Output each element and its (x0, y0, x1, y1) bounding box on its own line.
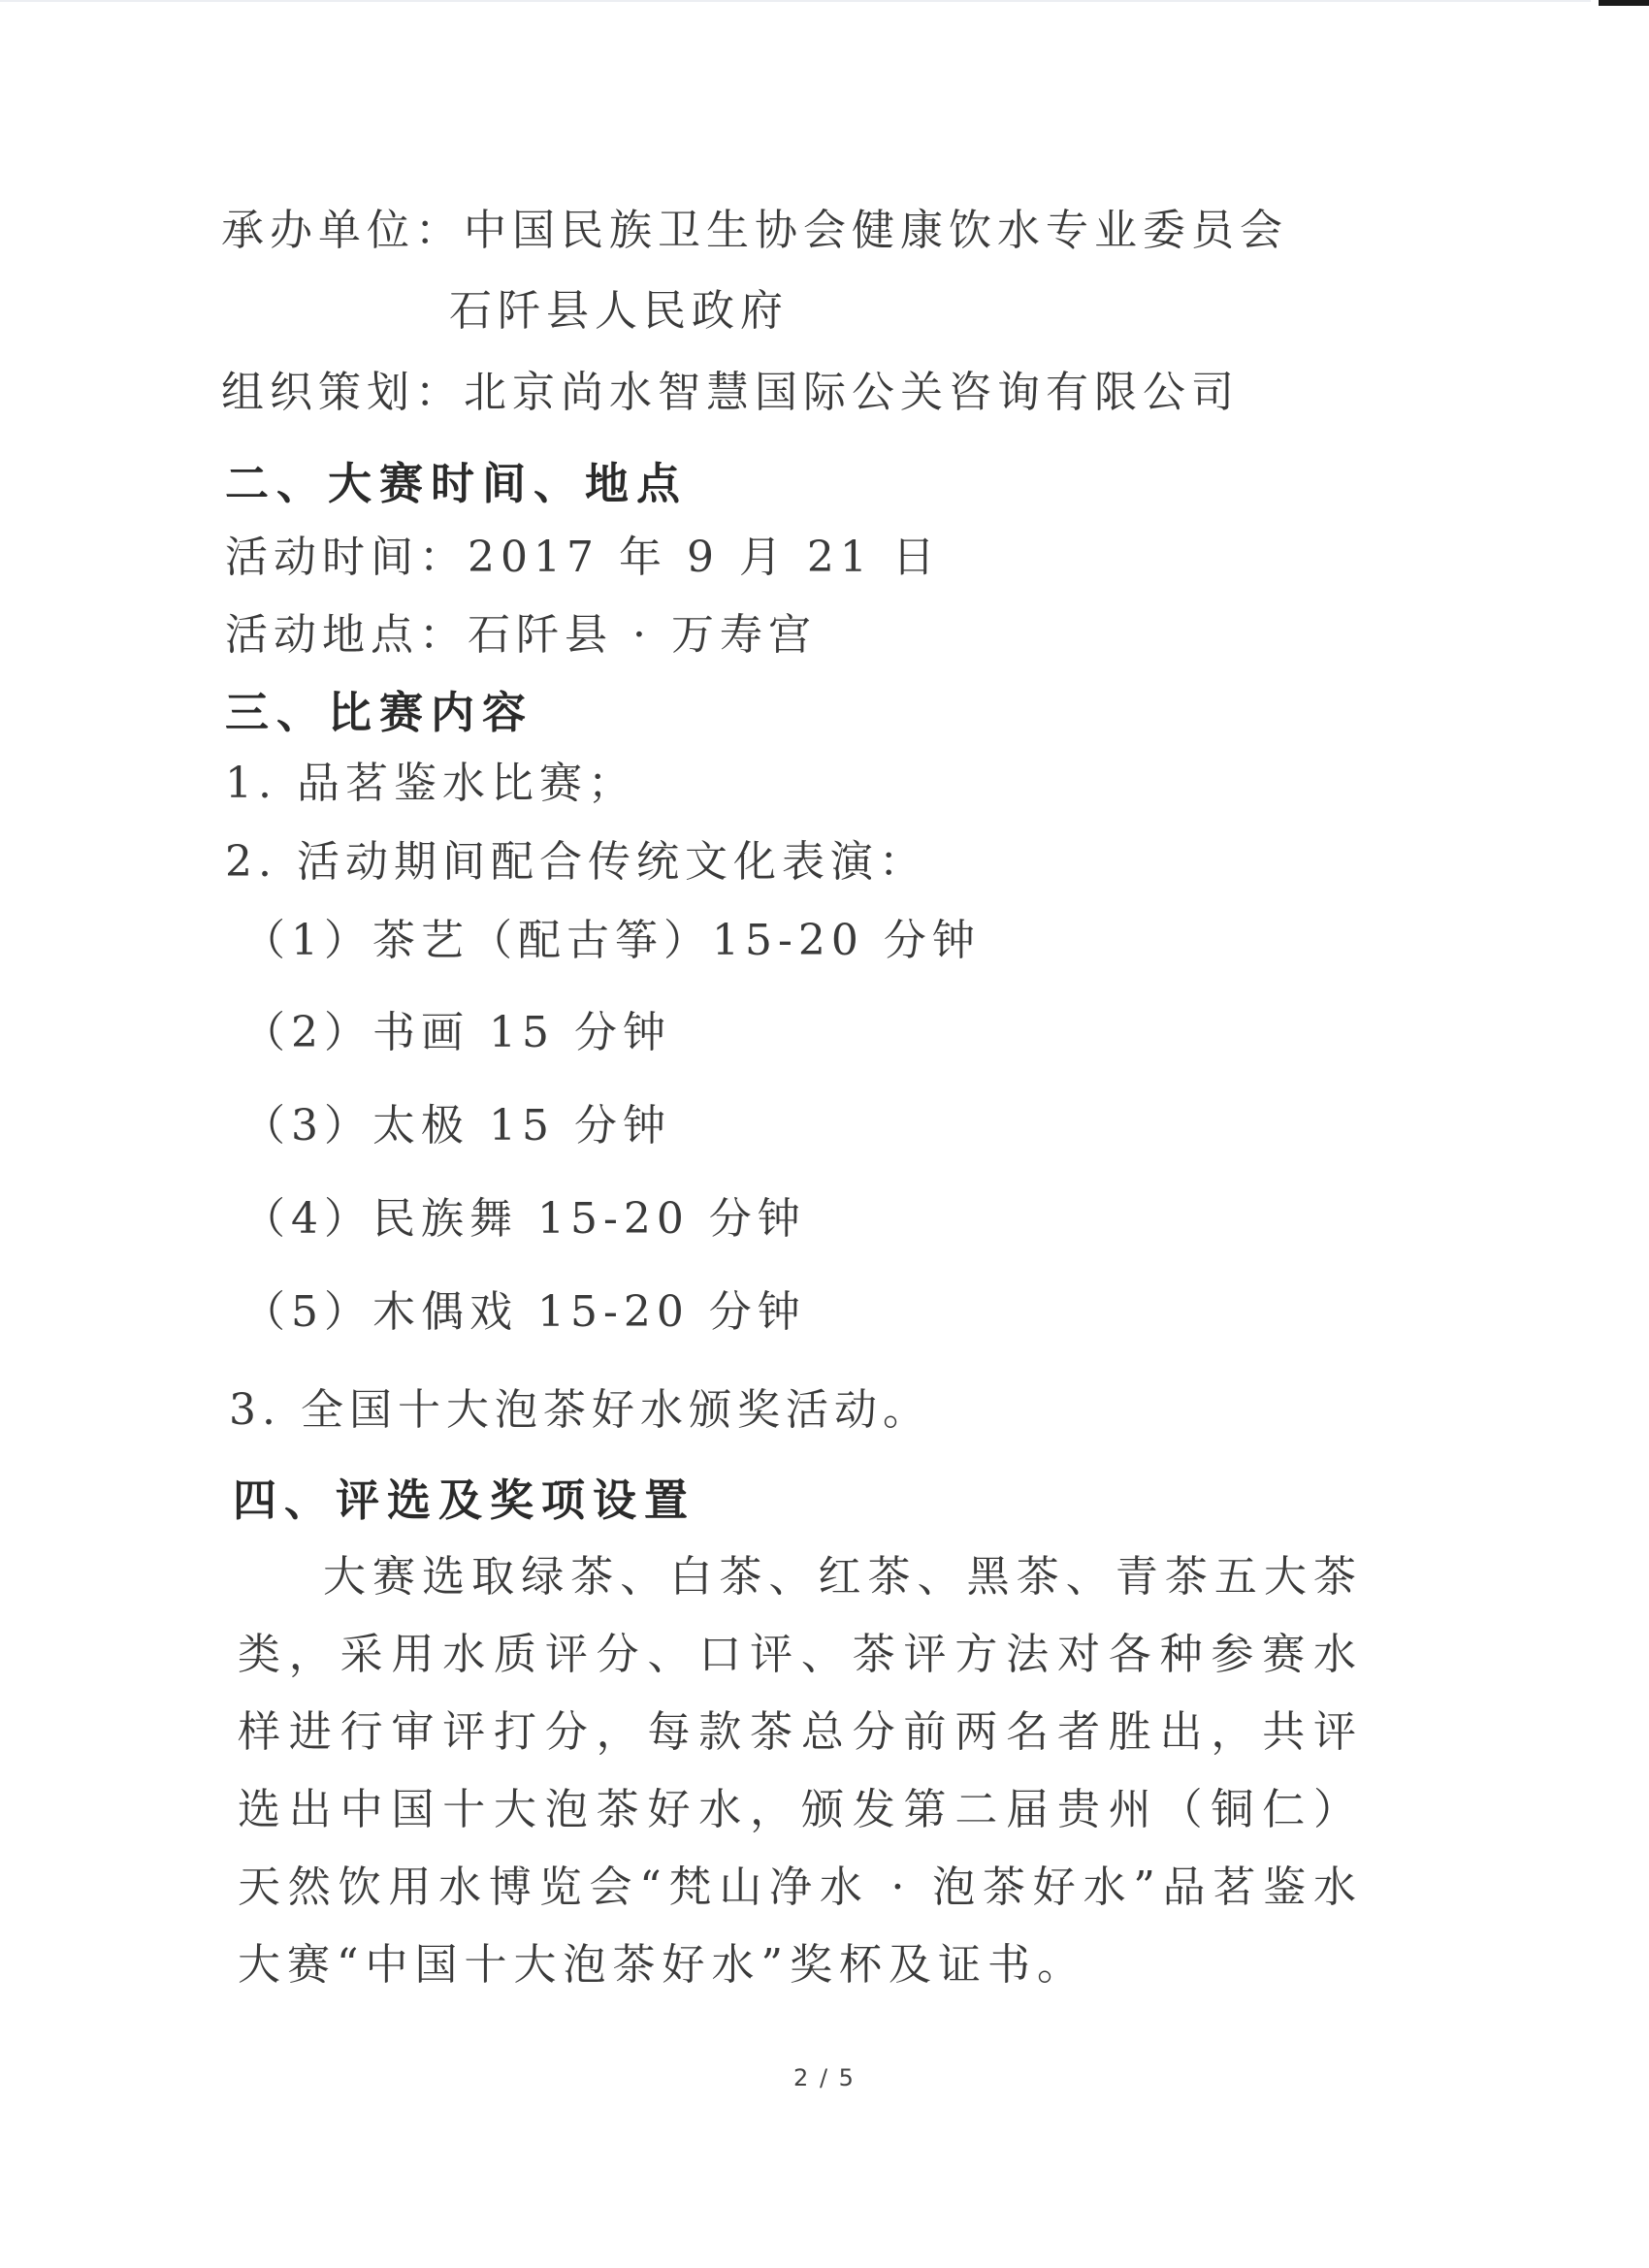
performance-item: （5）木偶戏 15-20 分钟 (242, 1287, 806, 1337)
organizer-value-2: 石阡县人民政府 (449, 286, 789, 336)
performance-item: （1）茶艺（配古筝）15-20 分钟 (242, 916, 981, 965)
organizer-label: 承办单位： (221, 206, 464, 255)
performance-item: （3）太极 15 分钟 (242, 1101, 671, 1150)
performance-item: （4）民族舞 15-20 分钟 (242, 1194, 806, 1244)
content-item-3: 3. 全国十大泡茶好水颁奖活动。 (229, 1385, 931, 1435)
content-item-1: 1. 品茗鉴水比赛； (225, 759, 636, 808)
section-heading-awards: 四、评选及奖项设置 (233, 1474, 696, 1526)
section-heading-content: 三、比赛内容 (225, 687, 534, 738)
awards-paragraph: 大赛选取绿茶、白茶、红茶、黑茶、青茶五大茶类，采用水质评分、口评、茶评方法对各种参赛水样进行审评打分，每款茶总分前两名者胜出，共评选出中国十大泡茶好水，颁发第二届贵州（铜仁）天然饮用水博览会“梵山净水 · 泡茶好水”品茗鉴水大赛“中国十大泡茶好水”奖杯及证书。 (238, 1552, 1363, 1990)
section-heading-time-place: 二、大赛时间、地点 (225, 458, 689, 509)
planner-value: 北京尚水智慧国际公关咨询有限公司 (464, 368, 1240, 417)
content-item-2: 2. 活动期间配合传统文化表演： (225, 837, 927, 887)
planner-label: 组织策划： (221, 368, 464, 417)
page-number: 2 / 5 (793, 2064, 856, 2091)
event-time: 活动时间：2017 年 9 月 21 日 (225, 533, 941, 582)
organizer-value-1: 中国民族卫生协会健康饮水专业委员会 (464, 206, 1288, 255)
event-place: 活动地点：石阡县 · 万寿宫 (225, 610, 817, 660)
organizer-line (221, 202, 1288, 260)
planner-line (221, 364, 1240, 422)
performance-item: （2）书画 15 分钟 (242, 1008, 671, 1057)
